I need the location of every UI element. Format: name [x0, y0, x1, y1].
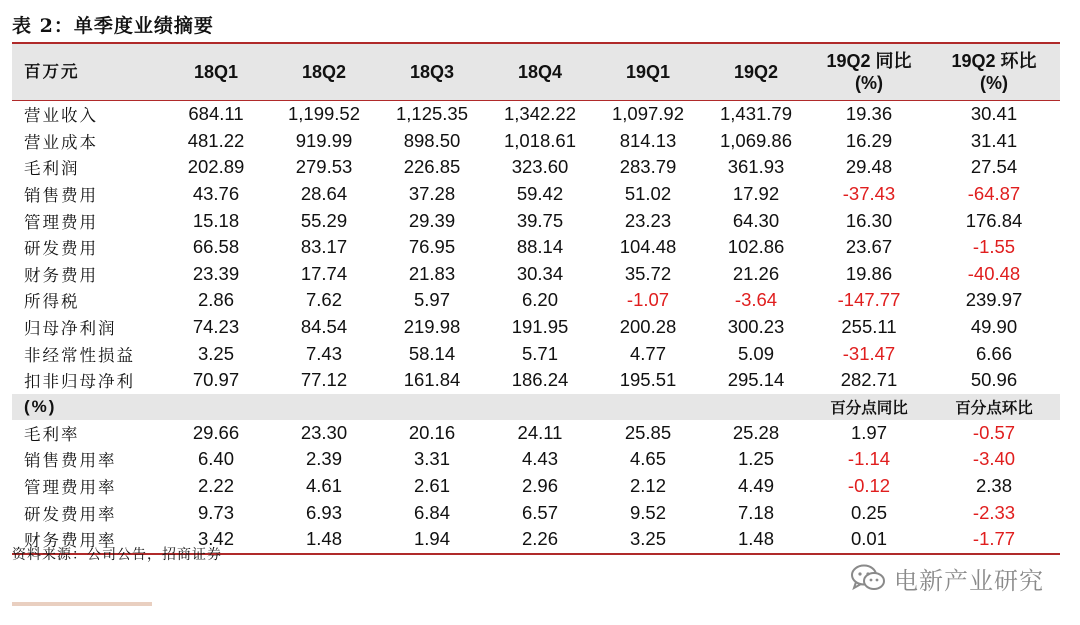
table-cell: 29.39 — [408, 209, 456, 231]
row-label: 财务费用 — [24, 265, 98, 285]
table-cell: 255.11 — [841, 316, 897, 338]
col-header: 19Q1 — [594, 43, 702, 101]
table-cell: 77.12 — [300, 369, 348, 391]
table-cell: 300.23 — [727, 316, 785, 338]
table-cell: -1.55 — [972, 236, 1016, 258]
table-cell: 7.18 — [737, 501, 774, 523]
table-cell: -1.14 — [847, 448, 891, 470]
table-cell: 28.64 — [300, 183, 348, 205]
table-row — [12, 314, 1060, 341]
table-cell: 1,199.52 — [287, 103, 360, 125]
table-cell: 23.67 — [845, 236, 893, 258]
table-cell: -0.12 — [847, 475, 891, 497]
col-header: 百万元 — [12, 43, 162, 101]
table-cell: 19.86 — [845, 262, 893, 284]
watermark — [850, 560, 1044, 596]
table-cell: 49.90 — [970, 316, 1018, 338]
table-cell: 279.53 — [295, 156, 353, 178]
row-label: 归母净利润 — [24, 319, 117, 339]
table-cell: 6.40 — [197, 448, 234, 470]
table-cell: 7.43 — [305, 342, 342, 364]
section-yoy-label: 百分点同比 — [810, 394, 928, 420]
table-cell: 4.61 — [305, 475, 342, 497]
source-note: 资料来源：公司公告，招商证券 — [12, 547, 222, 563]
table-cell: 6.93 — [305, 501, 342, 523]
table-cell: 1.94 — [378, 526, 486, 554]
table-cell: 84.54 — [300, 316, 348, 338]
table-cell: 323.60 — [511, 156, 569, 178]
table-row — [12, 181, 1060, 208]
col-header: 19Q2 同比 (%) — [810, 43, 928, 101]
table-cell: 3.31 — [413, 448, 450, 470]
table-cell: -147.77 — [837, 289, 901, 311]
table-cell: 481.22 — [187, 129, 245, 151]
table-row — [12, 154, 1060, 181]
table-row — [12, 420, 1060, 447]
table-cell: 37.28 — [408, 183, 456, 205]
section-header-row — [12, 394, 1060, 420]
table-cell: 295.14 — [727, 369, 785, 391]
table-cell: 5.09 — [737, 342, 774, 364]
table-cell: 2.26 — [486, 526, 594, 554]
table-cell: 88.14 — [516, 236, 564, 258]
table-cell: 186.24 — [511, 369, 569, 391]
table-cell: -2.33 — [972, 501, 1016, 523]
table-row — [12, 367, 1060, 394]
table-cell: 4.77 — [629, 342, 666, 364]
header-row — [12, 43, 1060, 101]
section-label: (%) — [12, 394, 162, 420]
table-cell: 51.02 — [624, 183, 672, 205]
col-header: 18Q4 — [486, 43, 594, 101]
table-cell: -31.47 — [842, 342, 896, 364]
watermark-text: 电新产业研究 — [894, 567, 1044, 595]
ratio-rows — [12, 420, 1060, 554]
row-label: 毛利润 — [24, 159, 80, 179]
row-label: 毛利率 — [24, 424, 80, 444]
financial-rows — [12, 101, 1060, 394]
table-cell: 1,097.92 — [611, 103, 684, 125]
table-cell: -0.57 — [972, 421, 1016, 443]
table-cell: 2.61 — [413, 475, 450, 497]
col-header: 18Q2 — [270, 43, 378, 101]
table-cell: -3.40 — [972, 448, 1016, 470]
table-cell: 191.95 — [511, 316, 569, 338]
table-cell: -37.43 — [842, 183, 896, 205]
table-cell: 21.26 — [732, 262, 780, 284]
table-cell: 17.92 — [732, 183, 780, 205]
table-row — [12, 340, 1060, 367]
table-cell: -64.87 — [967, 183, 1021, 205]
table-cell: 16.29 — [845, 129, 893, 151]
table-cell: 2.38 — [975, 475, 1012, 497]
table-cell: 25.28 — [732, 421, 780, 443]
table-cell: 4.65 — [629, 448, 666, 470]
table-cell: 70.97 — [192, 369, 240, 391]
table-cell: 1.25 — [737, 448, 774, 470]
table-cell: 239.97 — [965, 289, 1023, 311]
row-label: 研发费用 — [24, 239, 98, 259]
table-cell: 5.71 — [521, 342, 558, 364]
row-label: 营业成本 — [24, 132, 98, 152]
table-cell: 102.86 — [727, 236, 785, 258]
table-cell: 31.41 — [970, 129, 1018, 151]
row-label: 销售费用率 — [24, 451, 117, 471]
table-cell: 6.66 — [975, 342, 1012, 364]
table-cell: 64.30 — [732, 209, 780, 231]
table-row — [12, 499, 1060, 526]
row-label: 营业收入 — [24, 106, 98, 126]
table-row — [12, 446, 1060, 473]
table-cell: 76.95 — [408, 236, 456, 258]
table-cell: 21.83 — [408, 262, 456, 284]
table-cell: 23.30 — [300, 421, 348, 443]
row-label: 管理费用率 — [24, 478, 117, 498]
table-cell: 219.98 — [403, 316, 461, 338]
table-row — [12, 261, 1060, 288]
row-label: 扣非归母净利 — [24, 372, 135, 392]
table-cell: 27.54 — [970, 156, 1018, 178]
table-cell: 59.42 — [516, 183, 564, 205]
table-cell: 176.84 — [965, 209, 1023, 231]
table-row — [12, 207, 1060, 234]
table-cell: 15.18 — [192, 209, 240, 231]
row-label: 管理费用 — [24, 212, 98, 232]
table-cell: 1,125.35 — [395, 103, 468, 125]
table-row — [12, 128, 1060, 155]
table-cell: 2.12 — [629, 475, 666, 497]
table-cell: 283.79 — [619, 156, 677, 178]
table-cell: 226.85 — [403, 156, 461, 178]
section-cell — [270, 394, 378, 420]
table-cell: 35.72 — [624, 262, 672, 284]
table-cell: -3.64 — [734, 289, 778, 311]
table-cell: -1.77 — [928, 526, 1060, 554]
wechat-icon — [850, 563, 886, 593]
summary-table — [12, 42, 1060, 555]
table-cell: 2.22 — [197, 475, 234, 497]
table-row — [12, 101, 1060, 128]
table-cell: 74.23 — [192, 316, 240, 338]
table-cell: 200.28 — [619, 316, 677, 338]
table-cell: 9.73 — [197, 501, 234, 523]
table-cell: 4.49 — [737, 475, 774, 497]
section-cell — [486, 394, 594, 420]
table-cell: 898.50 — [403, 129, 461, 151]
table-cell: 7.62 — [305, 289, 342, 311]
table-cell: 161.84 — [403, 369, 461, 391]
table-title: 表 2：单季度业绩摘要 — [12, 15, 214, 37]
section-cell — [702, 394, 810, 420]
table-cell: 29.48 — [845, 156, 893, 178]
table-cell: 29.66 — [192, 421, 240, 443]
table-cell: 16.30 — [845, 209, 893, 231]
col-header: 19Q2 — [702, 43, 810, 101]
table-cell: 50.96 — [970, 369, 1018, 391]
section-cell — [378, 394, 486, 420]
row-label: 销售费用 — [24, 186, 98, 206]
table-cell: 55.29 — [300, 209, 348, 231]
table-cell: 24.11 — [517, 421, 563, 443]
table-cell: 814.13 — [619, 129, 677, 151]
table-cell: 30.41 — [970, 103, 1018, 125]
table-cell: 83.17 — [300, 236, 348, 258]
table-cell: 43.76 — [192, 183, 240, 205]
row-label: 财务费用率 — [12, 526, 162, 554]
table-row — [12, 234, 1060, 261]
table-cell: 19.36 — [845, 103, 893, 125]
table-cell: 23.39 — [192, 262, 240, 284]
table-cell: 2.39 — [305, 448, 342, 470]
table-cell: 25.85 — [624, 421, 672, 443]
table-cell: 1.48 — [270, 526, 378, 554]
table-cell: 6.57 — [521, 501, 558, 523]
table-cell: 5.97 — [413, 289, 450, 311]
table-cell: 6.84 — [413, 501, 450, 523]
table-cell: -1.07 — [626, 289, 670, 311]
table-cell: 1,018.61 — [503, 129, 576, 151]
table-cell: 1,342.22 — [503, 103, 576, 125]
table-cell: 104.48 — [619, 236, 677, 258]
next-title-fragment — [12, 600, 152, 606]
row-label: 所得税 — [24, 292, 80, 312]
table-cell: 4.43 — [521, 448, 558, 470]
col-header: 18Q1 — [162, 43, 270, 101]
table-cell: -40.48 — [967, 262, 1021, 284]
table-cell: 1,431.79 — [719, 103, 792, 125]
section-cell — [162, 394, 270, 420]
table-cell: 1.48 — [702, 526, 810, 554]
table-cell: 58.14 — [408, 342, 456, 364]
table-cell: 30.34 — [516, 262, 564, 284]
table-cell: 17.74 — [300, 262, 348, 284]
table-cell: 202.89 — [187, 156, 245, 178]
table-cell: 9.52 — [629, 501, 666, 523]
table-cell: 23.23 — [624, 209, 672, 231]
table-cell: 361.93 — [727, 156, 785, 178]
table-cell: 1,069.86 — [719, 129, 792, 151]
table-cell: 919.99 — [295, 129, 353, 151]
table-cell: 195.51 — [619, 369, 677, 391]
section-cell — [594, 394, 702, 420]
table-cell: 2.96 — [521, 475, 558, 497]
table-cell: 0.01 — [810, 526, 928, 554]
table-cell: 0.25 — [850, 501, 887, 523]
col-header: 19Q2 环比 (%) — [928, 43, 1060, 101]
row-label: 非经常性损益 — [24, 345, 135, 365]
table-cell: 39.75 — [516, 209, 564, 231]
table-cell: 20.16 — [408, 421, 456, 443]
table-cell: 282.71 — [840, 369, 898, 391]
table-cell: 66.58 — [192, 236, 240, 258]
table-cell: 6.20 — [521, 289, 558, 311]
table-cell: 3.42 — [162, 526, 270, 554]
table-cell: 2.86 — [197, 289, 234, 311]
col-header: 18Q3 — [378, 43, 486, 101]
section-qoq-label: 百分点环比 — [928, 394, 1060, 420]
table-cell: 3.25 — [594, 526, 702, 554]
table-cell: 1.97 — [850, 421, 887, 443]
table-cell: 684.11 — [188, 103, 244, 125]
table-row — [12, 287, 1060, 314]
table-cell: 3.25 — [197, 342, 234, 364]
table-row — [12, 473, 1060, 500]
row-label: 研发费用率 — [24, 504, 117, 524]
